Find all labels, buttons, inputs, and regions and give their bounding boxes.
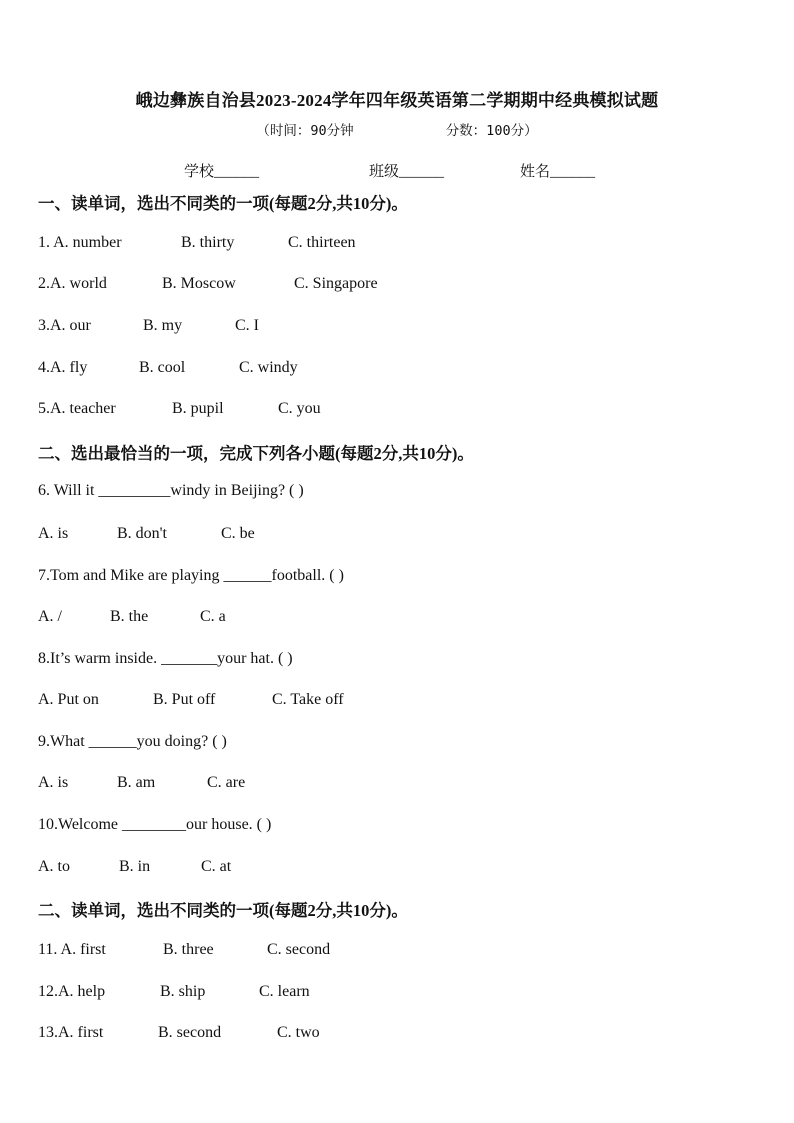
question-2-option-a: 2.A. world <box>38 275 107 292</box>
name-field: 姓名______ <box>520 164 596 180</box>
question-8-stem: 8.It’s warm inside. _______your hat. ( ) <box>38 650 293 667</box>
question-6-option-c: C. be <box>221 525 255 542</box>
question-12-option-a: 12.A. help <box>38 983 106 1000</box>
question-3-option-a: 3.A. our <box>38 317 91 334</box>
question-11 <box>38 941 330 959</box>
question-4-option-c: C. windy <box>239 359 298 376</box>
question-13-option-b: B. second <box>158 1024 222 1041</box>
question-7-stem: 7.Tom and Mike are playing ______football. ( ) <box>38 567 344 584</box>
question-10-option-a: A. to <box>38 858 70 875</box>
question-8-option-b: B. Put off <box>153 691 216 708</box>
question-10-stem: 10.Welcome ________our house. ( ) <box>38 816 272 833</box>
section-heading-2: 二、选出最恰当的一项，完成下列各小题(每题2分,共10分)。 <box>38 444 474 463</box>
question-6-option-a: A. is <box>38 525 69 542</box>
question-7-options <box>38 608 226 626</box>
question-3-option-c: C. I <box>235 317 259 334</box>
school-field: 学校______ <box>184 164 260 180</box>
question-7-option-c: C. a <box>200 608 226 625</box>
section-heading-1: 一、读单词，选出不同类的一项(每题2分,共10分)。 <box>38 194 408 213</box>
question-2-option-c: C. Singapore <box>294 275 378 292</box>
question-11-option-a: 11. A. first <box>38 941 106 958</box>
section-heading-3: 二、读单词，选出不同类的一项(每题2分,共10分)。 <box>38 901 408 920</box>
question-1-option-a: 1. A. number <box>38 234 122 251</box>
question-12 <box>38 983 310 1001</box>
question-2 <box>38 275 378 293</box>
question-9-stem: 9.What ______you doing? ( ) <box>38 733 227 750</box>
question-13 <box>38 1024 320 1042</box>
question-3 <box>38 317 259 335</box>
exam-title: 峨边彝族自治县2023-2024学年四年级英语第二学期期中经典模拟试题 <box>135 91 659 110</box>
question-10-options <box>38 858 231 876</box>
question-2-option-b: B. Moscow <box>162 275 236 292</box>
question-9-option-b: B. am <box>117 774 156 791</box>
question-1 <box>38 234 356 252</box>
exam-time: （时间：90分钟 <box>256 123 354 139</box>
question-6-options <box>38 525 255 543</box>
question-5-option-c: C. you <box>278 400 321 417</box>
question-6-option-b: B. don't <box>117 525 167 542</box>
question-4-option-b: B. cool <box>139 359 186 376</box>
question-4-option-a: 4.A. fly <box>38 359 88 376</box>
question-1-option-c: C. thirteen <box>288 234 356 251</box>
question-5 <box>38 400 321 418</box>
question-10-option-c: C. at <box>201 858 232 875</box>
question-8-options <box>38 691 344 709</box>
class-field: 班级______ <box>369 164 445 180</box>
question-7-option-a: A. / <box>38 608 62 625</box>
question-6-stem: 6. Will it _________windy in Beijing? ( ) <box>38 482 304 499</box>
question-12-option-b: B. ship <box>160 983 206 1000</box>
question-11-option-c: C. second <box>267 941 331 958</box>
question-13-option-c: C. two <box>277 1024 320 1041</box>
question-9-option-c: C. are <box>207 774 246 791</box>
question-7-option-b: B. the <box>110 608 149 625</box>
question-5-option-b: B. pupil <box>172 400 224 417</box>
question-9-options <box>38 774 245 792</box>
question-13-option-a: 13.A. first <box>38 1024 104 1041</box>
question-1-option-b: B. thirty <box>181 234 235 251</box>
question-8-option-c: C. Take off <box>272 691 344 708</box>
question-9-option-a: A. is <box>38 774 69 791</box>
question-10-option-b: B. in <box>119 858 151 875</box>
question-11-option-b: B. three <box>163 941 214 958</box>
question-5-option-a: 5.A. teacher <box>38 400 116 417</box>
question-4 <box>38 359 298 377</box>
exam-score: 分数：100分） <box>445 123 538 139</box>
exam-meta <box>0 119 794 139</box>
question-8-option-a: A. Put on <box>38 691 99 708</box>
question-12-option-c: C. learn <box>259 983 310 1000</box>
question-3-option-b: B. my <box>143 317 183 334</box>
